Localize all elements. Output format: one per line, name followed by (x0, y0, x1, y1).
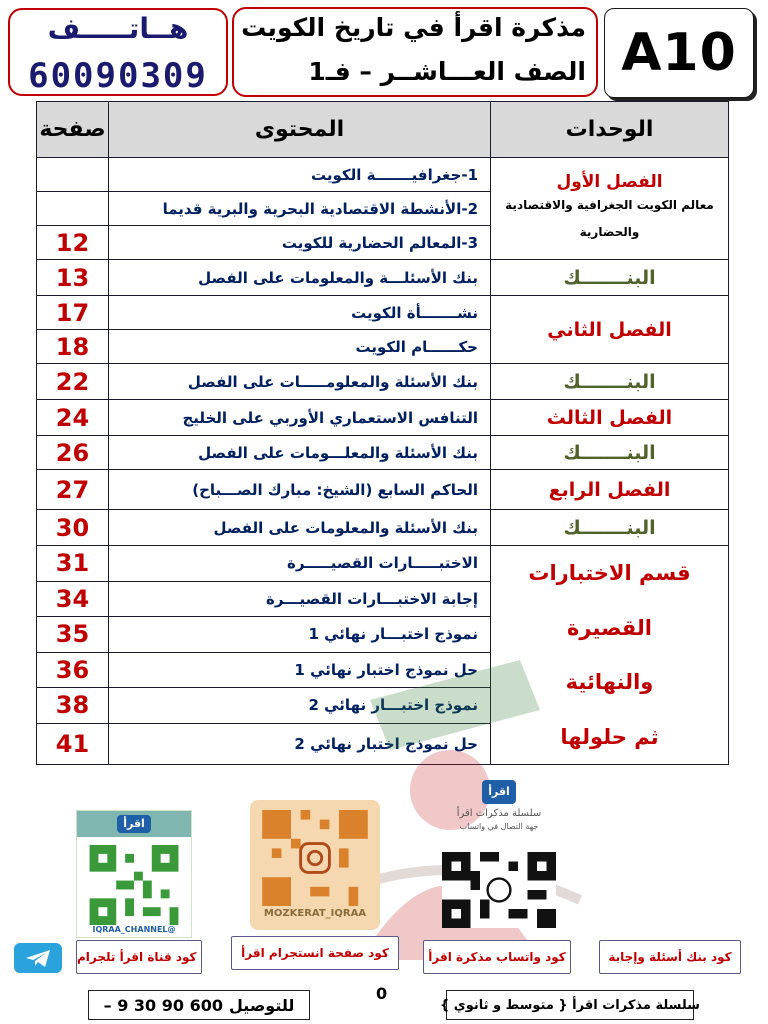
content-cell: حل نموذج اختبار نهائي 2 (109, 723, 491, 765)
contents-table (36, 101, 729, 765)
content-cell: الحاكم السابع (الشيخ: مبارك الصـــباح) (109, 470, 491, 510)
unit-chapter-1-title: الفصل الأول (556, 172, 663, 193)
header-page: صفحة (37, 102, 109, 158)
page-number-cell: 36 (37, 652, 109, 688)
unit-chapter-1-desc: معالم الكويت الجغرافية والاقتصادية (505, 198, 714, 213)
document-code-badge (604, 8, 754, 98)
title-box (232, 7, 598, 97)
phone-label: هــاتـــــف (47, 12, 189, 45)
page-number-cell: 13 (37, 260, 109, 296)
page-number-cell: 31 (37, 546, 109, 582)
telegram-qr-code[interactable] (87, 845, 181, 925)
unit-chapter-1-desc-2: والحضارية (579, 224, 640, 239)
header-content: المحتوى (109, 102, 491, 158)
content-cell: بنك الأسئلة والمعلـــومات على الفصل (109, 436, 491, 470)
page-number-cell: 17 (37, 296, 109, 330)
content-cell: 1-جغرافيـــــــة الكويت (109, 158, 491, 192)
page-number-cell: 30 (37, 510, 109, 546)
unit-tests-line-3: ثم حلولها (560, 724, 659, 749)
content-cell: نموذج اختبـــار نهائي 2 (109, 688, 491, 724)
unit-tests-line-2: والنهائية (565, 670, 654, 695)
content-cell: بنك الأسئلـــة والمعلومات على الفصل (109, 260, 491, 296)
unit-bank-1: البنـــــــك (491, 260, 729, 296)
document-code: A10 (621, 23, 737, 83)
page-number-cell: 22 (37, 364, 109, 400)
instagram-qr-card (250, 800, 380, 930)
page-number-cell: 35 (37, 617, 109, 653)
contact-label: للتوصيل (229, 995, 295, 1015)
unit-tests-section (491, 546, 729, 765)
table-row (37, 470, 729, 510)
content-cell: إجابة الاختبـــارات القصيـــرة (109, 581, 491, 617)
content-cell: حكــــــام الكويت (109, 330, 491, 364)
title-grade: الصف العـــاشــر – فـ1 (308, 57, 586, 86)
page-number-cell (37, 192, 109, 226)
header-unit: الوحدات (491, 102, 729, 158)
unit-chapter-3: الفصل الثالث (491, 400, 729, 436)
table-row (37, 296, 729, 330)
unit-bank-3: البنـــــــك (491, 436, 729, 470)
table-row (37, 436, 729, 470)
page-number: 0 (376, 984, 388, 1003)
content-cell: 3-المعالم الحضارية للكويت (109, 226, 491, 260)
iqraa-logo: اقرأ (482, 780, 516, 804)
whatsapp-qr-card (436, 780, 562, 930)
bank-code-label: كود بنك أسئلة وإجابة (599, 940, 741, 974)
series-subcaption: جهة التصال في واتساب (459, 822, 539, 831)
whatsapp-code-label: كود واتساب مذكرة اقرأ (423, 940, 571, 974)
title-main: مذكرة اقرأ في تاريخ الكويت (241, 13, 586, 42)
telegram-code-label: كود قناة اقرأ تلجرام (76, 940, 202, 974)
page-number-cell: 24 (37, 400, 109, 436)
content-cell: التنافس الاستعماري الأوربي على الخليج (109, 400, 491, 436)
whatsapp-qr-code[interactable] (440, 852, 558, 928)
contact-footer (88, 990, 310, 1020)
telegram-handle: @IQRAA_CHANNEL (92, 925, 176, 934)
instagram-qr-code[interactable] (260, 810, 370, 906)
telegram-qr-card (76, 810, 192, 938)
content-cell: نموذج اختبـــار نهائي 1 (109, 617, 491, 653)
page-number-cell: 27 (37, 470, 109, 510)
phone-box (8, 8, 228, 96)
telegram-icon[interactable] (14, 943, 62, 973)
content-cell: حل نموذج اختبار نهائي 1 (109, 652, 491, 688)
page-number-cell (37, 158, 109, 192)
unit-tests-line-1: قسم الاختبارات القصيرة (528, 561, 691, 640)
unit-chapter-2: الفصل الثاني (491, 296, 729, 364)
page-number-cell: 18 (37, 330, 109, 364)
table-row (37, 400, 729, 436)
unit-chapter-4: الفصل الرابع (491, 470, 729, 510)
instagram-handle: MOZKERAT_IQRAA (263, 908, 367, 919)
table-row (37, 364, 729, 400)
table-row (37, 546, 729, 582)
unit-bank-2: البنـــــــك (491, 364, 729, 400)
content-cell: 2-الأنشطة الاقتصادية البحرية والبرية قديما (109, 192, 491, 226)
unit-bank-4: البنـــــــك (491, 510, 729, 546)
table-row (37, 510, 729, 546)
unit-chapter-1 (491, 158, 729, 260)
series-footer: سلسلة مذكرات اقرأ { متوسط و ثانوي } (446, 990, 694, 1020)
page-number-cell: 41 (37, 723, 109, 765)
contact-number: 600 90 30 9 – (103, 995, 224, 1015)
table-row (37, 260, 729, 296)
table-row (37, 158, 729, 192)
iqraa-logo: اقرأ (117, 815, 151, 833)
content-cell: بنك الأسئلة والمعلومات على الفصل (109, 510, 491, 546)
series-caption: سلسلة مذكرات اقرأ (456, 808, 542, 819)
phone-number: 60090309 (28, 56, 208, 96)
content-cell: نشـــــــأة الكويت (109, 296, 491, 330)
page-number-cell: 38 (37, 688, 109, 724)
page-number-cell: 26 (37, 436, 109, 470)
page-number-cell: 12 (37, 226, 109, 260)
page-number-cell: 34 (37, 581, 109, 617)
content-cell: بنك الأسئلة والمعلومـــــات على الفصل (109, 364, 491, 400)
instagram-code-label: كود صفحة انستجرام اقرأ (231, 936, 399, 970)
content-cell: الاختبـــــارات القصيـــــرة (109, 546, 491, 582)
